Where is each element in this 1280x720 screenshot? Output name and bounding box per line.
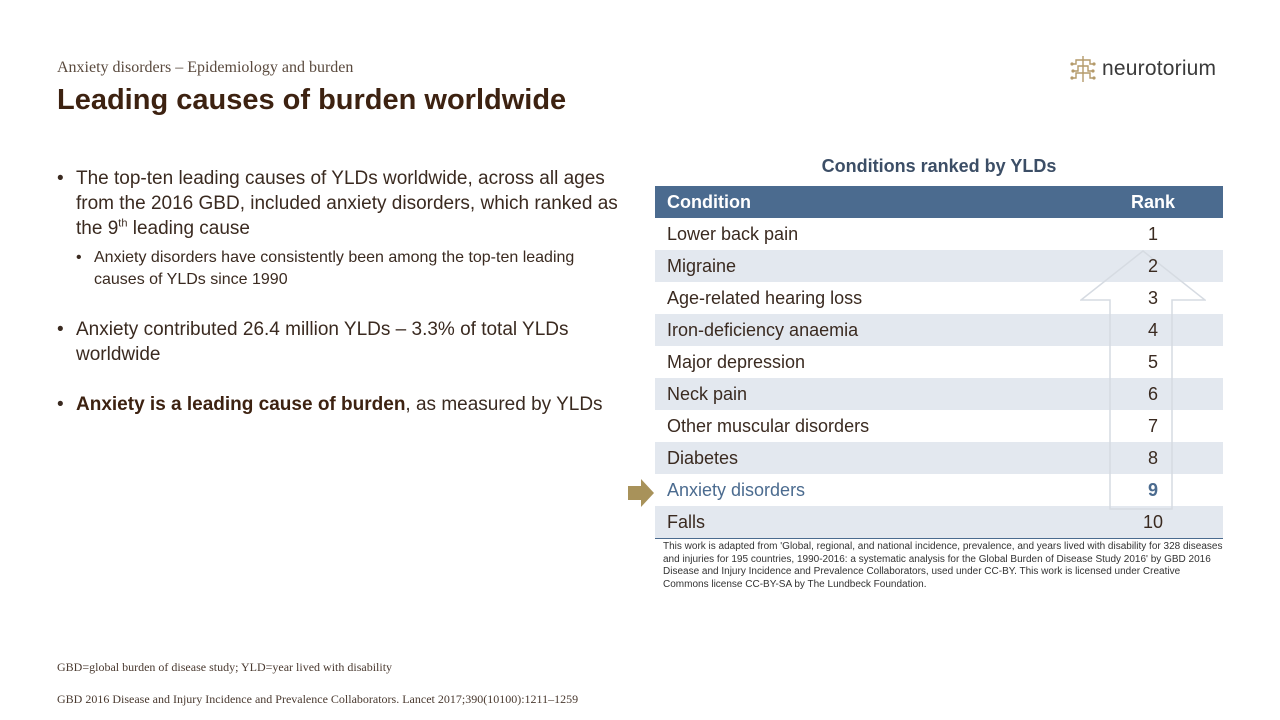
logo (1070, 53, 1216, 85)
bullet-item: • The top-ten leading causes of YLDs worldwide, across all ages from the 2016 GBD, included anxiety disorders, which ranked as the 9th leading cause (57, 168, 618, 239)
bullet-text: leading cause (127, 218, 250, 239)
condition-cell: Neck pain (667, 383, 748, 404)
brain-circuit-icon (1070, 54, 1096, 84)
abbreviations-note: GBD=global burden of disease study; YLD=year lived with disability (57, 660, 393, 674)
condition-cell: Falls (667, 511, 706, 532)
rank-cell: 1 (1147, 223, 1158, 244)
page-title: Leading causes of burden worldwide (57, 84, 567, 116)
logo-text: neurotorium (1102, 57, 1217, 80)
table-title: Conditions ranked by YLDs (821, 156, 1057, 176)
section-kicker: Anxiety disorders – Epidemiology and burden (57, 59, 354, 76)
bullet-bold-text: Anxiety is a leading cause of burden (76, 394, 406, 415)
table-row (655, 506, 1223, 539)
rank-cell: 9 (1147, 479, 1158, 500)
condition-cell: Other muscular disorders (667, 415, 870, 436)
condition-cell: Diabetes (667, 447, 739, 468)
condition-cell: Migraine (667, 255, 737, 276)
bullet-text: Anxiety contributed 26.4 million YLDs – 3.3% of total YLDs worldwide (76, 319, 569, 365)
bullet-item: • Anxiety is a leading cause of burden, as measured by YLDs (57, 394, 603, 415)
condition-cell: Iron-deficiency anaemia (667, 319, 859, 340)
column-header-condition: Condition (667, 191, 751, 212)
ordinal-suffix: th (118, 217, 128, 230)
condition-cell: Anxiety disorders (667, 479, 806, 500)
condition-cell: Lower back pain (667, 223, 799, 244)
condition-cell: Major depression (667, 351, 806, 372)
bullet-list (57, 166, 627, 417)
table-row (655, 218, 1223, 250)
table-header-row (655, 186, 1223, 218)
rank-cell: 8 (1147, 447, 1158, 468)
sub-bullet-text: Anxiety disorders have consistently been among the top-ten leading causes of YLDs since 1990 (94, 249, 575, 288)
bullet-text: The top-ten leading causes of YLDs worldwide, across all ages from the 2016 GBD, included anxiety disorders, which ranked as the 9 (76, 168, 618, 239)
rank-cell: 7 (1147, 415, 1158, 436)
bullet-item: • Anxiety contributed 26.4 million YLDs – 3.3% of total YLDs worldwide (57, 317, 627, 367)
rank-cell: 6 (1147, 383, 1158, 404)
rank-cell: 3 (1147, 287, 1158, 308)
sub-bullet-item: • Anxiety disorders have consistently been among the top-ten leading causes of YLDs since 1990 (76, 247, 627, 291)
reference-citation: GBD 2016 Disease and Injury Incidence and Prevalence Collaborators. Lancet 2017;390(10100):1211–1259 (57, 692, 579, 706)
condition-cell: Age-related hearing loss (667, 287, 863, 308)
right-arrow-icon (628, 479, 654, 507)
column-header-rank: Rank (1130, 191, 1175, 212)
bullet-text: , as measured by YLDs (405, 394, 603, 415)
rank-cell: 4 (1147, 319, 1158, 340)
rank-cell: 5 (1147, 351, 1158, 372)
rank-cell: 2 (1147, 255, 1158, 276)
rank-cell: 10 (1142, 511, 1164, 532)
license-credit: This work is adapted from 'Global, regional, and national incidence, prevalence, and years lived with disability for 328 diseases and injuries for 195 countries, 1990-2016: a systematic analysis for the Global Burden of Disease Study 2016' by GBD 2016 Disease and Injury Incidence and Prevalence Collaborators, used under CC-BY. This work is licensed under Creative Commons license CC-BY-SA by The Lundbeck Foundation. (663, 541, 1223, 590)
ranking-table (655, 186, 1223, 539)
